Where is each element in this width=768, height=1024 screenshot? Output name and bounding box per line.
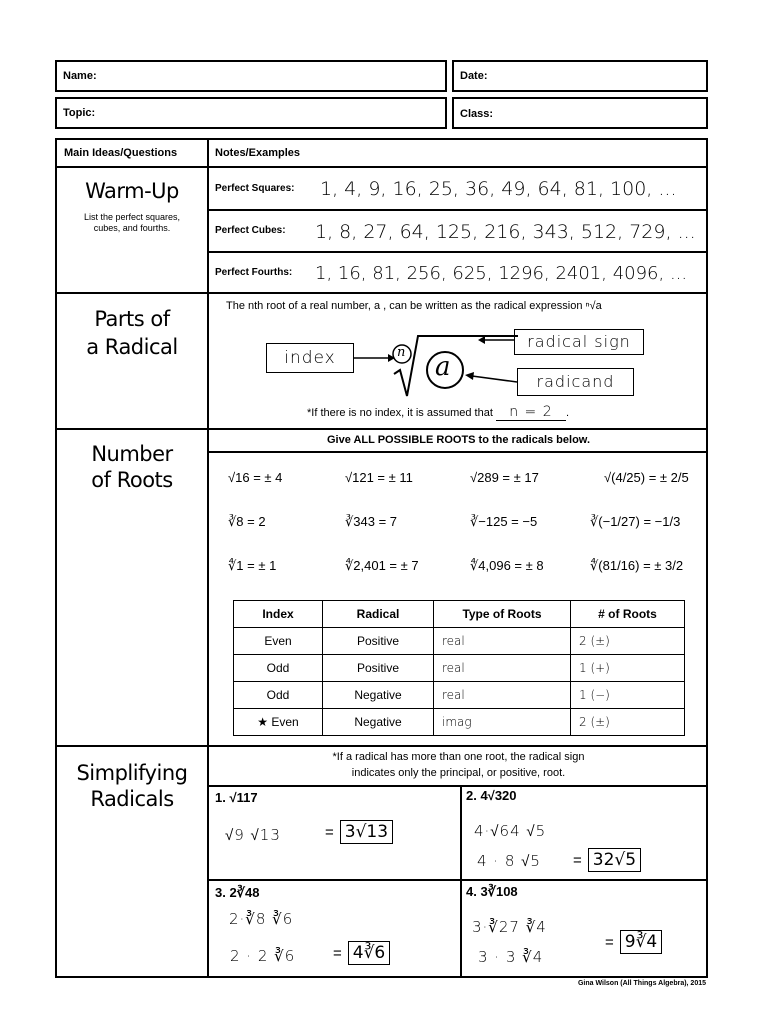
perfect-squares-label: Perfect Squares: xyxy=(215,183,295,194)
name-field[interactable] xyxy=(55,60,447,92)
problem-2-work2: 4 · 8 √5 xyxy=(477,852,541,870)
problem-3-label: 3. 2∛48 xyxy=(215,885,260,900)
root-cell-1-0: ∛8 = 2 xyxy=(228,514,266,529)
radicand-box xyxy=(517,368,634,396)
simplify-note-line2: indicates only the principal, or positive, root. xyxy=(351,767,566,779)
simplify-title-line2: Radicals xyxy=(90,787,174,811)
root-cell-0-3: √(4/25) = ± 2/5 xyxy=(604,470,689,485)
a-symbol: a xyxy=(435,352,451,382)
table-row xyxy=(234,682,685,709)
date-field[interactable] xyxy=(452,60,708,92)
divider-warmup-2 xyxy=(207,251,708,253)
divider-header xyxy=(55,166,708,168)
table-row xyxy=(234,655,685,682)
cell-count: 2 (±) xyxy=(571,709,685,736)
column-header-right: Notes/Examples xyxy=(215,147,300,159)
roots-table-header xyxy=(234,601,685,628)
parts-note-suffix: . xyxy=(565,407,569,419)
radicand-label: radicand xyxy=(536,372,615,391)
perfect-fourths-value: 1, 16, 81, 256, 625, 1296, 2401, 4096, ... xyxy=(315,263,688,284)
cell-index: Even xyxy=(234,628,323,655)
footer-credit: Gina Wilson (All Things Algebra), 2015 xyxy=(577,980,706,987)
name-label: Name: xyxy=(63,70,97,82)
parts-note-answer: n = 2 xyxy=(496,404,566,421)
problem-3-work1: 2·∛8 ∛6 xyxy=(229,910,294,928)
parts-statement: The nth root of a real number, a , can be written as the radical expression ⁿ√a xyxy=(226,300,602,312)
problem-1-answer: = 3√13 xyxy=(325,820,393,844)
divider-parts xyxy=(55,428,708,430)
parts-title-line1: Parts of xyxy=(94,307,170,331)
divider-simplify-note xyxy=(207,785,708,787)
column-divider xyxy=(207,138,209,978)
parts-note-prefix: *If there is no index, it is assumed that xyxy=(307,407,493,419)
header-index: Index xyxy=(234,601,323,628)
class-label: Class: xyxy=(460,108,494,120)
root-cell-1-1: ∛343 = 7 xyxy=(345,514,398,529)
cell-type: imag xyxy=(434,709,571,736)
cell-index: Odd xyxy=(234,682,323,709)
parts-title-line2: a Radical xyxy=(86,335,178,359)
date-label: Date: xyxy=(460,70,488,82)
header-count: # of Roots xyxy=(571,601,685,628)
cell-radical: Negative xyxy=(323,682,434,709)
radical-sign-label: radical sign xyxy=(527,332,631,351)
warmup-subtitle: List the perfect squares, cubes, and fourths. xyxy=(83,212,181,233)
divider-roots-instruction xyxy=(207,451,708,453)
problem-3-work2: 2 · 2 ∛6 xyxy=(230,947,296,965)
problem-1-answer-box: 3√13 xyxy=(340,820,393,844)
problem-4-label: 4. 3∛108 xyxy=(466,884,518,899)
header-type: Type of Roots xyxy=(434,601,571,628)
problem-4-work2: 3 · 3 ∛4 xyxy=(478,948,544,966)
problem-2-answer-box: 32√5 xyxy=(588,848,641,872)
table-row xyxy=(234,628,685,655)
roots-title-line2: of Roots xyxy=(91,468,173,492)
radical-sign-box xyxy=(514,329,644,355)
problem-3-answer: = 4∛6 xyxy=(333,941,390,965)
problem-4-answer-box: 9∛4 xyxy=(620,930,662,954)
perfect-squares-value: 1, 4, 9, 16, 25, 36, 49, 64, 81, 100, ... xyxy=(320,178,677,200)
perfect-cubes-value: 1, 8, 27, 64, 125, 216, 343, 512, 729, ... xyxy=(315,221,696,243)
root-cell-2-2: ∜4,096 = ± 8 xyxy=(470,558,544,573)
cell-count: 2 (±) xyxy=(571,628,685,655)
problem-2-label: 2. 4√320 xyxy=(466,788,517,803)
problem-3-answer-box: 4∛6 xyxy=(348,941,390,965)
cell-radical: Positive xyxy=(323,628,434,655)
parts-note xyxy=(307,404,569,421)
roots-instruction: Give ALL POSSIBLE ROOTS to the radicals below. xyxy=(326,434,591,446)
root-cell-0-2: √289 = ± 17 xyxy=(470,470,539,485)
cell-radical: Positive xyxy=(323,655,434,682)
problem-4-work1: 3·∛27 ∛4 xyxy=(472,918,547,936)
divider-roots xyxy=(55,745,708,747)
root-cell-1-3: ∛(−1/27) = −1/3 xyxy=(590,514,681,529)
topic-field[interactable] xyxy=(55,97,447,129)
header-radical: Radical xyxy=(323,601,434,628)
root-cell-2-1: ∜2,401 = ± 7 xyxy=(345,558,419,573)
column-header-left: Main Ideas/Questions xyxy=(64,147,178,159)
root-cell-2-3: ∜(81/16) = ± 3/2 xyxy=(590,558,684,573)
divider-simplify-mid xyxy=(207,879,708,881)
cell-type: real xyxy=(434,655,571,682)
problem-2-answer: = 32√5 xyxy=(573,848,641,872)
roots-table xyxy=(233,600,685,736)
divider-simplify-vert xyxy=(460,785,462,978)
index-label: index xyxy=(284,348,336,368)
root-cell-0-0: √16 = ± 4 xyxy=(228,470,283,485)
cell-radical: Negative xyxy=(323,709,434,736)
problem-1-work1: √9 √13 xyxy=(225,826,281,844)
problem-4-answer: = 9∛4 xyxy=(605,930,662,954)
simplify-note-line1: *If a radical has more than one root, the radical sign xyxy=(332,751,585,763)
table-row xyxy=(234,709,685,736)
root-cell-1-2: ∛−125 = −5 xyxy=(470,514,538,529)
cell-count: 1 (+) xyxy=(571,655,685,682)
cell-count: 1 (−) xyxy=(571,682,685,709)
cell-type: real xyxy=(434,682,571,709)
perfect-fourths-label: Perfect Fourths: xyxy=(215,267,293,278)
root-cell-0-1: √121 = ± 11 xyxy=(345,470,413,485)
roots-title-line1: Number xyxy=(91,442,173,466)
problem-1-label: 1. √117 xyxy=(215,790,258,805)
topic-label: Topic: xyxy=(63,107,96,119)
perfect-cubes-label: Perfect Cubes: xyxy=(215,225,286,236)
index-box xyxy=(266,343,354,373)
warmup-title: Warm-Up xyxy=(85,179,179,203)
cell-index: Odd xyxy=(234,655,323,682)
simplify-title-line1: Simplifying xyxy=(76,761,188,785)
root-cell-2-0: ∜1 = ± 1 xyxy=(228,558,277,573)
divider-warmup-1 xyxy=(207,209,708,211)
cell-type: real xyxy=(434,628,571,655)
n-symbol: n xyxy=(397,345,406,360)
divider-warmup xyxy=(55,292,708,294)
class-field[interactable] xyxy=(452,97,708,129)
cell-index: ★ Even xyxy=(234,709,323,736)
problem-2-work1: 4·√64 √5 xyxy=(474,822,547,840)
